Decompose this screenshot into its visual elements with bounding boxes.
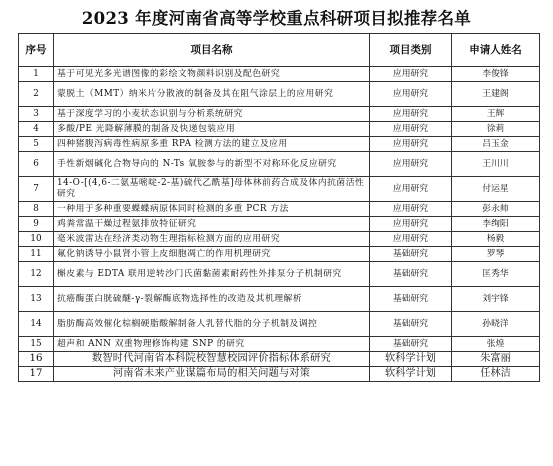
row-project-name: 基于深度学习的小麦状态识别与分析系统研究 <box>54 107 370 122</box>
row-project-name: 多酸/PE 光降解薄膜的制备及快递包装应用 <box>54 122 370 137</box>
row-no: 14 <box>19 312 54 337</box>
table-row <box>19 137 540 152</box>
table-row <box>19 202 540 217</box>
table-row <box>19 217 540 232</box>
row-no: 10 <box>19 232 54 247</box>
row-category: 基础研究 <box>370 337 452 352</box>
row-no: 16 <box>19 352 54 367</box>
table-row <box>19 337 540 352</box>
row-project-name: 手性新烟碱化合物导向的 N-Ts 氧胺参与的新型不对称环化反应研究 <box>54 152 370 177</box>
row-applicant: 徐莉 <box>452 122 540 137</box>
row-applicant: 任林洁 <box>452 367 540 382</box>
row-no: 13 <box>19 287 54 312</box>
row-category: 应用研究 <box>370 107 452 122</box>
table-row <box>19 107 540 122</box>
table-row <box>19 82 540 107</box>
row-applicant: 孙晓洋 <box>452 312 540 337</box>
row-no: 17 <box>19 367 54 382</box>
row-category: 软科学计划 <box>370 367 452 382</box>
page-title: 2023 年度河南省高等学校重点科研项目拟推荐名单 <box>81 9 472 28</box>
row-project-name: 基于可见光多光谱图像的彩绘文物颜料识别及配色研究 <box>54 67 370 82</box>
row-no: 5 <box>19 137 54 152</box>
row-project-name: 四种猪腹泻病毒性病原多重 RPA 检测方法的建立及应用 <box>54 137 370 152</box>
row-project-name: 鸡粪常温干燥过程氨排放特征研究 <box>54 217 370 232</box>
row-applicant: 朱富丽 <box>452 352 540 367</box>
row-applicant: 王川川 <box>452 152 540 177</box>
table-row <box>19 312 540 337</box>
row-no: 7 <box>19 177 54 202</box>
row-applicant: 李俊锋 <box>452 67 540 82</box>
row-category: 应用研究 <box>370 82 452 107</box>
row-applicant: 匡秀华 <box>452 262 540 287</box>
table-row <box>19 287 540 312</box>
header-category: 项目类别 <box>370 34 452 67</box>
row-applicant: 吕玉金 <box>452 137 540 152</box>
row-project-name: 毫米波雷达在经济类动物生理指标检测方面的应用研究 <box>54 232 370 247</box>
row-no: 15 <box>19 337 54 352</box>
row-no: 4 <box>19 122 54 137</box>
table-row <box>19 352 540 367</box>
row-project-name: 一种用于多种重要蝶蝶病原体同时检测的多重 PCR 方法 <box>54 202 370 217</box>
project-table <box>18 33 540 382</box>
row-applicant: 张煌 <box>452 337 540 352</box>
row-project-name: 超声和 ANN 双重物理修饰构建 SNP 的研究 <box>54 337 370 352</box>
row-no: 2 <box>19 82 54 107</box>
row-no: 9 <box>19 217 54 232</box>
row-category: 基础研究 <box>370 287 452 312</box>
row-category: 应用研究 <box>370 202 452 217</box>
row-category: 应用研究 <box>370 217 452 232</box>
row-no: 12 <box>19 262 54 287</box>
row-category: 应用研究 <box>370 232 452 247</box>
row-category: 应用研究 <box>370 152 452 177</box>
row-category: 应用研究 <box>370 137 452 152</box>
row-category: 基础研究 <box>370 312 452 337</box>
row-applicant: 付运星 <box>452 177 540 202</box>
row-no: 6 <box>19 152 54 177</box>
table-header-row <box>19 34 540 67</box>
row-category: 应用研究 <box>370 177 452 202</box>
table-row <box>19 262 540 287</box>
row-no: 11 <box>19 247 54 262</box>
header-no: 序号 <box>19 34 54 67</box>
row-applicant: 王辉 <box>452 107 540 122</box>
row-applicant: 李绚阳 <box>452 217 540 232</box>
row-category: 基础研究 <box>370 262 452 287</box>
row-project-name: 14-O-[(4,6-二氨基嘧啶-2-基)硫代乙酰基]母体林前药合成及体内抗菌活性研究 <box>54 177 370 202</box>
header-project-name: 项目名称 <box>54 34 370 67</box>
header-applicant: 申请人姓名 <box>452 34 540 67</box>
row-category: 软科学计划 <box>370 352 452 367</box>
row-project-name: 数智时代河南省本科院校智慧校园评价指标体系研究 <box>54 352 370 367</box>
table-row <box>19 177 540 202</box>
row-applicant: 彭永帅 <box>452 202 540 217</box>
row-applicant: 杨毅 <box>452 232 540 247</box>
table-row <box>19 232 540 247</box>
row-project-name: 河南省未来产业谋篇布局的相关问题与对策 <box>54 367 370 382</box>
row-category: 应用研究 <box>370 122 452 137</box>
table-row <box>19 122 540 137</box>
row-applicant: 罗琴 <box>452 247 540 262</box>
row-category: 应用研究 <box>370 67 452 82</box>
row-no: 3 <box>19 107 54 122</box>
row-project-name: 抗癌酶蛋白胱硫醚-γ-裂解酶底物选择性的改造及其机理解析 <box>54 287 370 312</box>
row-applicant: 刘宇锋 <box>452 287 540 312</box>
table-row <box>19 367 540 382</box>
row-project-name: 蒙脱土（MMT）纳米片分散液的制备及其在阻气涂层上的应用研究 <box>54 82 370 107</box>
row-project-name: 槲皮素与 EDTA 联用逆转沙门氏菌黏菌素耐药性外排泵分子机制研究 <box>54 262 370 287</box>
row-project-name: 氟化钠诱导小鼠肾小管上皮细胞凋亡的作用机理研究 <box>54 247 370 262</box>
row-no: 1 <box>19 67 54 82</box>
row-no: 8 <box>19 202 54 217</box>
table-row <box>19 67 540 82</box>
table-row <box>19 152 540 177</box>
row-category: 基础研究 <box>370 247 452 262</box>
table-row <box>19 247 540 262</box>
row-project-name: 脂肪酶高效催化棕榈硬脂酸解制备人乳替代脂的分子机制及调控 <box>54 312 370 337</box>
row-applicant: 王建阁 <box>452 82 540 107</box>
